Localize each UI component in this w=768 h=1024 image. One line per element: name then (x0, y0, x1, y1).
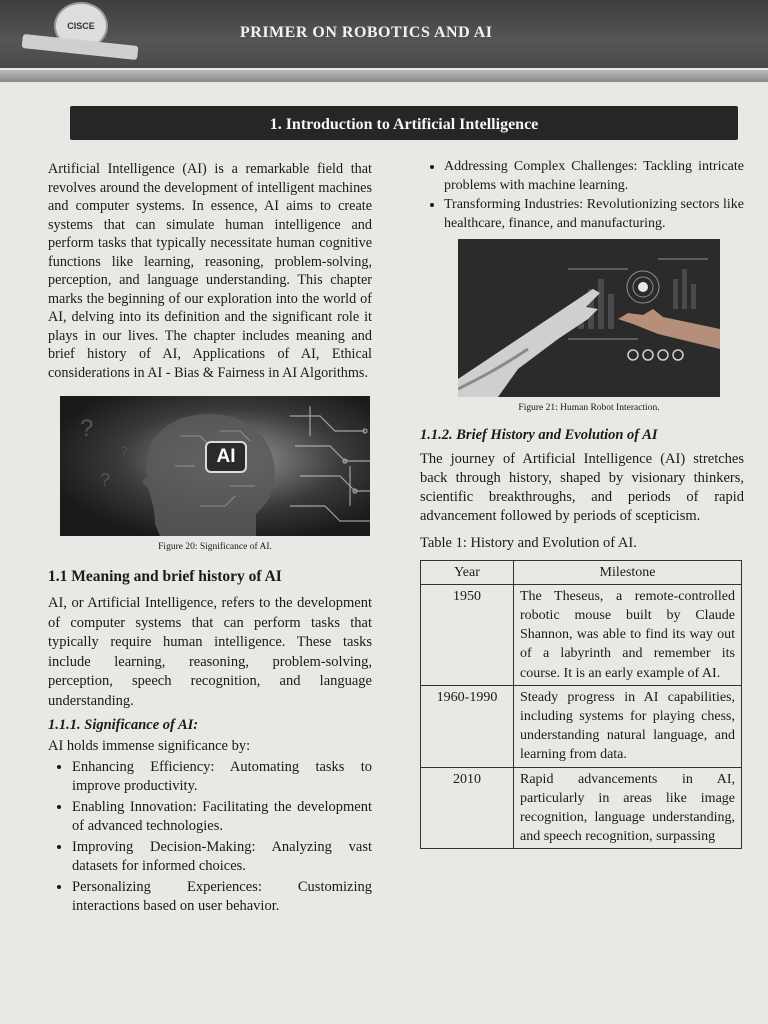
header-divider (0, 70, 768, 82)
figure-21 (458, 239, 720, 397)
history-table (420, 560, 742, 850)
figure-20 (60, 396, 370, 536)
cisce-logo (22, 2, 140, 60)
svg-text:?: ? (120, 443, 128, 459)
svg-text:?: ? (80, 415, 94, 442)
table-cell-milestone: Rapid advancements in AI, particularly in areas like image recognition, language understanding, and speech recognition, surpassing (514, 767, 742, 849)
table-cell-milestone: The Theseus, a remote-controlled robotic mouse built by Claude Shannon, was able to find its way out of a labyrinth and remember its course. It is an early example of AI. (514, 584, 742, 685)
list-item: • Enabling Innovation: Facilitating the development of advanced technologies. (72, 798, 372, 837)
significance-list (48, 758, 372, 917)
significance-list-continued (420, 158, 744, 233)
table-header-row (421, 560, 742, 584)
list-item: • Improving Decision-Making: Analyzing vast datasets for informed choices. (72, 838, 372, 877)
svg-text:?: ? (100, 470, 111, 490)
right-column (420, 158, 744, 849)
list-item: • Personalizing Experiences: Customizing interactions based on user behavior. (72, 878, 372, 917)
table-row (421, 767, 742, 849)
running-header-title: PRIMER ON ROBOTICS AND AI (240, 24, 493, 41)
list-item: • Transforming Industries: Revolutionizing sectors like healthcare, finance, and manufacturing. (444, 196, 744, 233)
section-1-1-1-lead: AI holds immense significance by: (48, 738, 251, 754)
logo-text: CISCE (67, 21, 95, 31)
chapter-title: 1. Introduction to Artificial Intelligence (70, 106, 738, 140)
page-header (0, 0, 768, 68)
table-header-year: Year (421, 560, 514, 584)
table-cell-milestone: Steady progress in AI capabilities, including systems for playing chess, understanding natural language, and learning from data. (514, 685, 742, 767)
section-1-1-text: AI, or Artificial Intelligence, refers to the development of computer systems that can perform tasks that typically require human intelligence. These tasks include learning, reasoning, problem-solving, perception, speech recognition, and language understanding. (48, 595, 372, 709)
table-row (421, 584, 742, 685)
section-1-1-1-heading: 1.1.1. Significance of AI: (48, 717, 199, 733)
robot-hand-illustration (458, 239, 720, 397)
table-row (421, 685, 742, 767)
intro-paragraph: Artificial Intelligence (AI) is a remarkable field that revolves around the development of intelligent machines and computer systems. In essence, AI aims to create systems that can simulate human intelligence and perform tasks that typically necessitate human cognitive functions like learning, reasoning, problem-solving, perception, and language understanding. This chapter marks the beginning of our exploration into the world of AI, delving into its definition and the significant role it plays in our lives. The chapter includes meaning and brief history of AI, Applications of AI, Ethical considerations in AI - Bias & Fairness in AI Algorithms. (48, 161, 372, 381)
section-1-1-heading: 1.1 Meaning and brief history of AI (48, 568, 282, 585)
table-cell-year: 1960-1990 (421, 685, 514, 767)
figure-20-caption: Figure 20: Significance of AI. (158, 542, 272, 552)
list-item: • Enhancing Efficiency: Automating tasks to improve productivity. (72, 758, 372, 797)
ai-badge-label: AI (216, 446, 236, 467)
figure-21-caption: Figure 21: Human Robot Interaction. (518, 403, 660, 413)
left-column (48, 160, 372, 918)
list-item: • Addressing Complex Challenges: Tackling intricate problems with machine learning. (444, 158, 744, 195)
table-cell-year: 2010 (421, 767, 514, 849)
section-1-1-2-heading: 1.1.2. Brief History and Evolution of AI (420, 427, 658, 443)
section-1-1-2-text: The journey of Artificial Intelligence (AI) stretches back through history, shaped by visionary thinkers, scientific breakthroughs, and periods of rapid advancement followed by periods of scepticism. (420, 451, 744, 524)
table-cell-year: 1950 (421, 584, 514, 685)
table-header-milestone: Milestone (514, 560, 742, 584)
table-1-caption: Table 1: History and Evolution of AI. (420, 535, 637, 551)
